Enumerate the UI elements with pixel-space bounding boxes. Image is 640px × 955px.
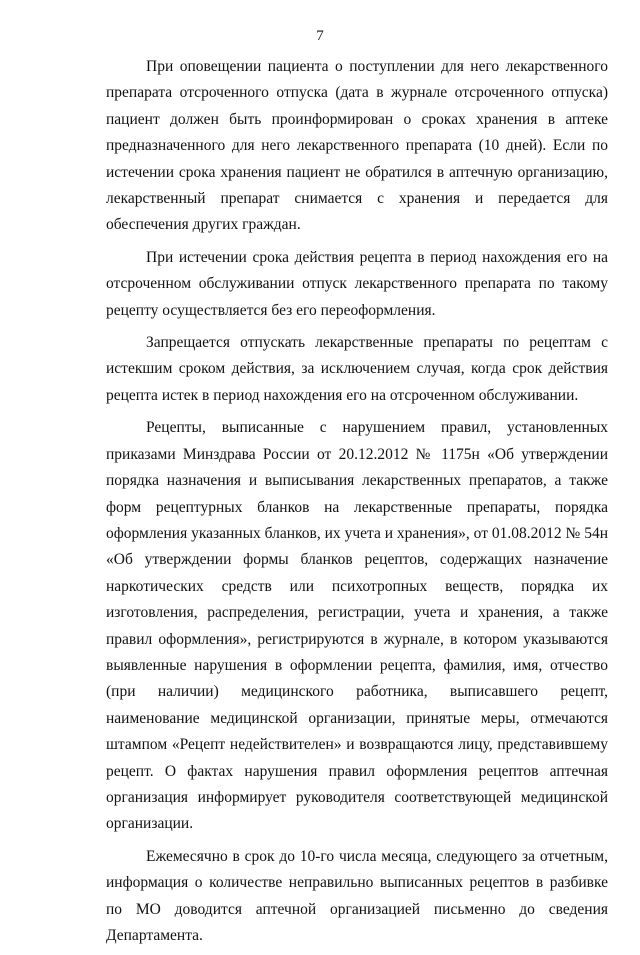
paragraph-prescription-expiry: При истечении срока действия рецепта в период нахождения его на отсроченном обслуживании отпуск лекарственного препарата по такому рецепту осуществляется без его переоформления. (106, 248, 608, 319)
paragraph-deferred-notification: При оповещении пациента о поступлении для него лекарственного препарата отсроченного отпуска (дата в журнале отсроченного отпуска) пациент должен быть проинформирован о сроках хранения в аптеке предназначенного для него лекарственного препарата (10 дней). Если по истечении срока хранения пациент не обратился в аптечную организацию, лекарственный препарат снимается с хранения и передается для обеспечения других граждан. (106, 58, 608, 234)
page-number: 7 (316, 28, 324, 44)
paragraph-dispensing-prohibition: Запрещается отпускать лекарственные препараты по рецептам с истекшим сроком действия, за исключением случая, когда срок действия рецепта истек в период нахождения его на отсроченном обслуживании. (106, 334, 608, 404)
paragraph-monthly-reporting: Ежемесячно в срок до 10-го числа месяца, следующего за отчетным, информация о количестве неправильно выписанных рецептов в разбивке по МО доводится аптечной организацией письменно до сведения Департамента. (106, 847, 608, 944)
paragraph-invalid-prescriptions: Рецепты, выписанные с нарушением правил, установленных приказами Минздрава России от 20.12.2012 № 1175н «Об утверждении порядка назначения и выписывания лекарственных препаратов, а также форм рецептурных бланков на лекарственные препараты, порядка оформления указанных бланков, их учета и хранения», от 01.08.2012 № 54н «Об утверждении формы бланков рецептов, содержащих назначение наркотических средств или психотропных веществ, порядка их изготовления, распределения, регистрации, учета и хранения, а также правил оформления», регистрируются в журнале, в котором указываются выявленные нарушения в оформлении рецепта, фамилия, имя, отчество (при наличии) медицинского работника, выписавшего рецепт, наименование медицинской организации, принятые меры, отмечаются штампом «Рецепт недействителен» и возвращаются лицу, представившему рецепт. О фактах нарушения правил оформления рецептов аптечная организация информирует руководителя соответствующей медицинской организации. (106, 419, 608, 833)
document-body (106, 54, 608, 955)
